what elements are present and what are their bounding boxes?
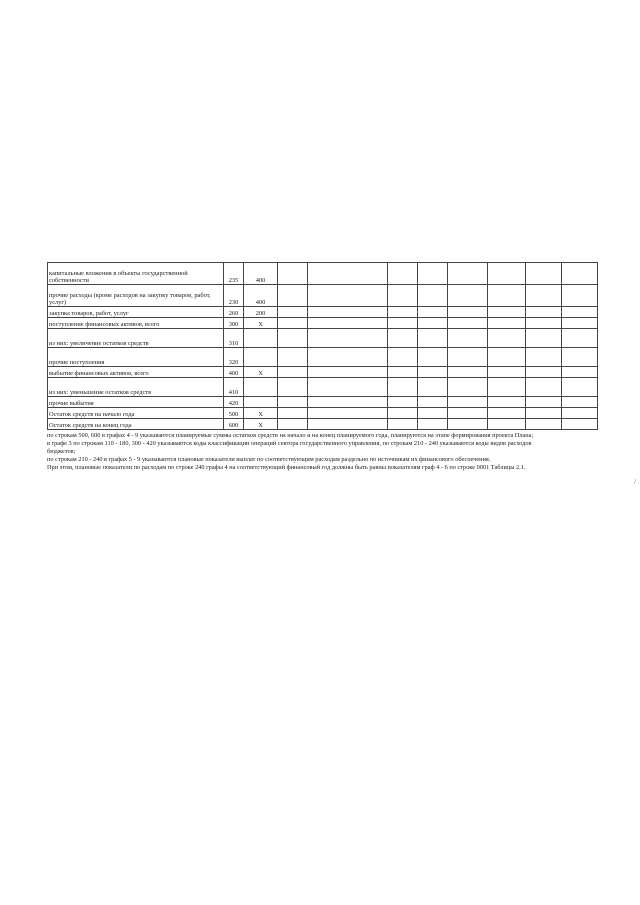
empty-cell [388,329,418,348]
empty-cell [418,263,448,285]
empty-cell [526,348,562,367]
empty-cell [448,307,488,318]
row-label: прочие расходы (кроме расходов на закупку товаров, работ, услуг) [48,285,224,307]
empty-cell [562,329,598,348]
row-mark: X [244,408,278,419]
empty-cell [488,285,526,307]
empty-cell [418,408,448,419]
empty-cell [526,408,562,419]
empty-cell [488,397,526,408]
edge-mark: / [634,478,636,486]
table-row [48,397,598,408]
empty-cell [526,367,562,378]
empty-cell [562,348,598,367]
row-code: 500 [224,408,244,419]
table-row [48,329,598,348]
row-mark [244,378,278,397]
row-code: 410 [224,378,244,397]
empty-cell [562,307,598,318]
empty-cell [448,367,488,378]
row-mark [244,397,278,408]
empty-cell [388,397,418,408]
row-mark: X [244,367,278,378]
note-paragraph: по строкам 500, 600 в графах 4 - 9 указываются планируемые суммы остатков средств на начало и на конец планируемого года, планируются на этапе формирования проекта Плана; [47,432,534,439]
empty-cell [278,263,308,285]
empty-cell [562,285,598,307]
empty-cell [418,378,448,397]
empty-cell [448,329,488,348]
empty-cell [418,419,448,430]
empty-cell [418,285,448,307]
empty-cell [448,408,488,419]
row-label: прочие поступления [48,348,224,367]
row-label: выбытие финансовых активов, всего [48,367,224,378]
empty-cell [562,263,598,285]
empty-cell [308,378,388,397]
table-row [48,408,598,419]
empty-cell [488,367,526,378]
empty-cell [278,408,308,419]
empty-cell [448,348,488,367]
row-code: 260 [224,307,244,318]
empty-cell [308,397,388,408]
empty-cell [562,367,598,378]
table-row [48,378,598,397]
empty-cell [278,348,308,367]
empty-cell [526,397,562,408]
table-row [48,263,598,285]
empty-cell [562,397,598,408]
empty-cell [278,419,308,430]
note-paragraph: При этом, плановые показатели по расходам по строке 240 графы 4 на соответствующий финансовый год должны быть равны показателям граф 4 - 6 по строке 0001 Таблицы 2.1. [47,464,526,471]
row-label: из них: уменьшение остатков средств [48,378,224,397]
empty-cell [388,367,418,378]
plan-table [47,262,598,430]
row-code: 420 [224,397,244,408]
row-label: закупка товаров, работ, услуг [48,307,224,318]
empty-cell [526,307,562,318]
note-paragraph: в графе 3 по строкам 110 - 180, 300 - 420 указываются коды классификации операций сектора государственного управления, по строкам 210 - 240 указываются коды видов расходов бюджетов; [47,440,532,455]
empty-cell [448,318,488,329]
row-code: 300 [224,318,244,329]
empty-cell [488,419,526,430]
table-row [48,285,598,307]
empty-cell [308,263,388,285]
row-code: 600 [224,419,244,430]
empty-cell [278,307,308,318]
empty-cell [562,318,598,329]
empty-cell [448,378,488,397]
empty-cell [562,419,598,430]
table-row [48,367,598,378]
empty-cell [308,408,388,419]
empty-cell [526,263,562,285]
empty-cell [308,307,388,318]
empty-cell [388,348,418,367]
empty-cell [562,378,598,397]
empty-cell [388,318,418,329]
empty-cell [308,318,388,329]
row-code: 320 [224,348,244,367]
empty-cell [418,367,448,378]
empty-cell [526,419,562,430]
empty-cell [278,367,308,378]
row-label: из них: увеличение остатков средств [48,329,224,348]
note-paragraph: по строкам 210 - 240 в графах 5 - 9 указываются плановые показатели выплат по соответствующим расходам раздельно по источникам их финансового обеспечения. [47,456,491,463]
empty-cell [388,419,418,430]
row-mark [244,348,278,367]
empty-cell [488,263,526,285]
empty-cell [526,318,562,329]
empty-cell [448,419,488,430]
row-mark: 200 [244,307,278,318]
empty-cell [388,307,418,318]
row-mark: 400 [244,263,278,285]
empty-cell [562,408,598,419]
row-mark [244,329,278,348]
empty-cell [308,419,388,430]
empty-cell [418,397,448,408]
empty-cell [488,318,526,329]
empty-cell [448,285,488,307]
row-mark: X [244,318,278,329]
row-label: Остаток средств на конец года [48,419,224,430]
empty-cell [278,329,308,348]
empty-cell [448,397,488,408]
row-label: поступление финансовых активов, всего [48,318,224,329]
table-row [48,318,598,329]
row-label: прочие выбытия [48,397,224,408]
row-mark: X [244,419,278,430]
empty-cell [418,318,448,329]
empty-cell [488,408,526,419]
row-code: 310 [224,329,244,348]
empty-cell [388,378,418,397]
empty-cell [278,397,308,408]
empty-cell [526,378,562,397]
empty-cell [308,367,388,378]
empty-cell [488,307,526,318]
empty-cell [388,408,418,419]
empty-cell [418,348,448,367]
row-code: 230 [224,285,244,307]
row-label: Остаток средств на начало года [48,408,224,419]
empty-cell [448,263,488,285]
empty-cell [526,285,562,307]
row-code: 400 [224,367,244,378]
empty-cell [388,285,418,307]
row-label: капитальные вложения в объекты государственной собственности [48,263,224,285]
row-mark: 400 [244,285,278,307]
empty-cell [388,263,418,285]
empty-cell [488,348,526,367]
empty-cell [418,329,448,348]
table-notes [47,432,547,472]
empty-cell [488,329,526,348]
empty-cell [526,329,562,348]
empty-cell [278,285,308,307]
empty-cell [308,329,388,348]
table-row [48,307,598,318]
empty-cell [278,378,308,397]
empty-cell [308,348,388,367]
empty-cell [418,307,448,318]
row-code: 235 [224,263,244,285]
empty-cell [278,318,308,329]
table-row [48,419,598,430]
table-row [48,348,598,367]
empty-cell [488,378,526,397]
empty-cell [308,285,388,307]
